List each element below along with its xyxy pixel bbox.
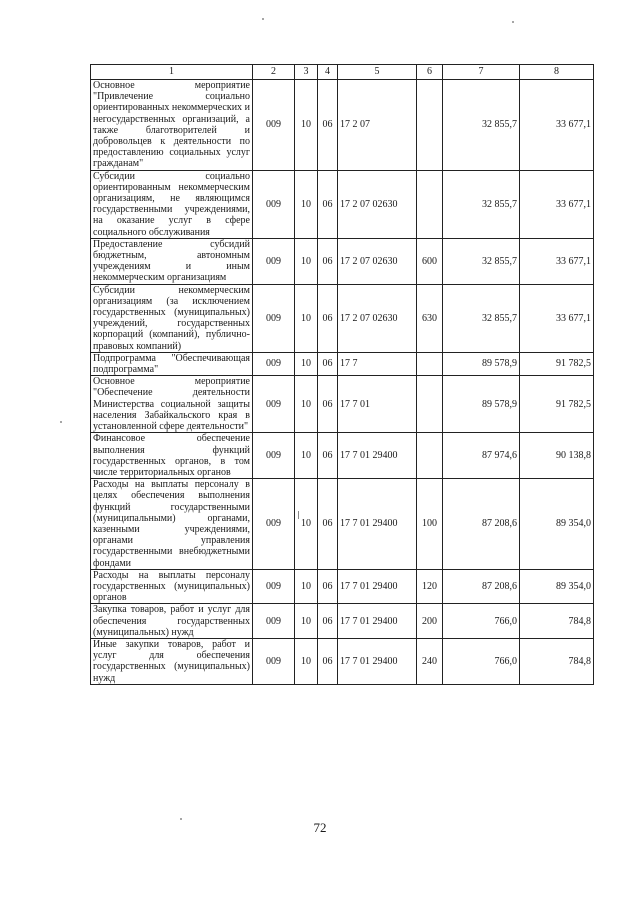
section-cell: 10 — [295, 284, 318, 352]
column-header: 1 — [91, 65, 253, 80]
expense-type-cell — [417, 433, 443, 479]
subsection-cell: 06 — [318, 638, 338, 684]
table-row — [91, 238, 594, 284]
expense-name-cell: Финансовое обеспечение выполнения функций государственных органов, в том числе территориальных органов — [91, 433, 253, 479]
amount-year1-cell: 32 855,7 — [443, 284, 520, 352]
target-article-cell: 17 2 07 02630 — [338, 170, 417, 238]
subsection-cell: 06 — [318, 433, 338, 479]
table-row — [91, 80, 594, 171]
target-article-cell: 17 7 01 29400 — [338, 479, 417, 570]
amount-year1-cell: 87 208,6 — [443, 479, 520, 570]
ministry-code-cell: 009 — [253, 604, 295, 639]
target-article-cell: 17 7 01 29400 — [338, 569, 417, 604]
expense-name-cell: Субсидии социально ориентированным некоммерческим организациям, не являющимся государственными учреждениями, на оказание услуг в сфере социального обслуживания — [91, 170, 253, 238]
budget-table — [90, 64, 594, 685]
amount-year2-cell: 33 677,1 — [520, 238, 594, 284]
ministry-code-cell: 009 — [253, 376, 295, 433]
target-article-cell: 17 2 07 — [338, 80, 417, 171]
expense-type-cell — [417, 352, 443, 375]
expense-type-cell: 100 — [417, 479, 443, 570]
scan-speck — [60, 421, 62, 423]
target-article-cell: 17 7 01 29400 — [338, 604, 417, 639]
subsection-cell: 06 — [318, 352, 338, 375]
expense-name-cell: Закупка товаров, работ и услуг для обеспечения государственных (муниципальных) нужд — [91, 604, 253, 639]
table-row — [91, 604, 594, 639]
column-header: 7 — [443, 65, 520, 80]
target-article-cell: 17 7 01 29400 — [338, 638, 417, 684]
scan-speck — [262, 18, 264, 20]
amount-year1-cell: 32 855,7 — [443, 238, 520, 284]
table-row — [91, 352, 594, 375]
target-article-cell: 17 7 01 — [338, 376, 417, 433]
ministry-code-cell: 009 — [253, 80, 295, 171]
ministry-code-cell: 009 — [253, 352, 295, 375]
subsection-cell: 06 — [318, 479, 338, 570]
expense-type-cell: 600 — [417, 238, 443, 284]
amount-year2-cell: 33 677,1 — [520, 284, 594, 352]
expense-name-cell: Основное мероприятие "Привлечение социально ориентированных некоммерческих и негосударственных организаций, а также благотворителей и добровольцев к деятельности по предоставлению социальных услуг гражданам" — [91, 80, 253, 171]
expense-type-cell — [417, 80, 443, 171]
amount-year2-cell: 33 677,1 — [520, 80, 594, 171]
amount-year1-cell: 89 578,9 — [443, 352, 520, 375]
section-cell: 10 — [295, 170, 318, 238]
column-header: 6 — [417, 65, 443, 80]
section-cell: 10 — [295, 433, 318, 479]
target-article-cell: 17 2 07 02630 — [338, 238, 417, 284]
ministry-code-cell: 009 — [253, 170, 295, 238]
target-article-cell: 17 2 07 02630 — [338, 284, 417, 352]
table-row — [91, 638, 594, 684]
expense-name-cell: Расходы на выплаты персоналу государственных (муниципальных) органов — [91, 569, 253, 604]
table-row — [91, 479, 594, 570]
amount-year2-cell: 784,8 — [520, 604, 594, 639]
section-cell: 10 — [295, 604, 318, 639]
section-cell: 10 — [295, 569, 318, 604]
expense-name-cell: Расходы на выплаты персоналу в целях обеспечения выполнения функций государственными (муниципальными) органами, казенными учреждениями, органами управления государственными внебюджетными фондами — [91, 479, 253, 570]
column-header: 2 — [253, 65, 295, 80]
amount-year2-cell: 89 354,0 — [520, 569, 594, 604]
expense-type-cell: 200 — [417, 604, 443, 639]
amount-year2-cell: 33 677,1 — [520, 170, 594, 238]
table-row — [91, 569, 594, 604]
subsection-cell: 06 — [318, 238, 338, 284]
column-header: 3 — [295, 65, 318, 80]
target-article-cell: 17 7 01 29400 — [338, 433, 417, 479]
subsection-cell: 06 — [318, 284, 338, 352]
table-header-row — [91, 65, 594, 80]
page-number: 72 — [313, 820, 327, 835]
subsection-cell: 06 — [318, 569, 338, 604]
section-cell: 10 — [295, 80, 318, 171]
target-article-cell: 17 7 — [338, 352, 417, 375]
amount-year2-cell: 89 354,0 — [520, 479, 594, 570]
ministry-code-cell: 009 — [253, 238, 295, 284]
amount-year1-cell: 766,0 — [443, 638, 520, 684]
amount-year1-cell: 87 974,6 — [443, 433, 520, 479]
table-row — [91, 376, 594, 433]
ministry-code-cell: 009 — [253, 569, 295, 604]
column-header: 8 — [520, 65, 594, 80]
section-cell: 10 — [295, 238, 318, 284]
table-row — [91, 433, 594, 479]
expense-name-cell: Основное мероприятие "Обеспечение деятельности Министерства социальной защиты населения Забайкальского края в установленной сфере деятельности" — [91, 376, 253, 433]
column-header: 4 — [318, 65, 338, 80]
section-cell: 10 — [295, 479, 318, 570]
amount-year2-cell: 91 782,5 — [520, 352, 594, 375]
ministry-code-cell: 009 — [253, 433, 295, 479]
expense-type-cell — [417, 376, 443, 433]
amount-year1-cell: 89 578,9 — [443, 376, 520, 433]
ministry-code-cell: 009 — [253, 284, 295, 352]
table-row — [91, 284, 594, 352]
amount-year1-cell: 32 855,7 — [443, 80, 520, 171]
section-cell: 10 — [295, 376, 318, 433]
table-row — [91, 170, 594, 238]
amount-year1-cell: 766,0 — [443, 604, 520, 639]
subsection-cell: 06 — [318, 80, 338, 171]
amount-year2-cell: 91 782,5 — [520, 376, 594, 433]
expense-name-cell: Подпрограмма "Обеспечивающая подпрограмма" — [91, 352, 253, 375]
expense-name-cell: Субсидии некоммерческим организациям (за исключением государственных (муниципальных) учреждений, государственных корпораций (компаний), публично-правовых компаний) — [91, 284, 253, 352]
expense-type-cell: 120 — [417, 569, 443, 604]
ministry-code-cell: 009 — [253, 479, 295, 570]
expense-type-cell — [417, 170, 443, 238]
ministry-code-cell: 009 — [253, 638, 295, 684]
amount-year2-cell: 784,8 — [520, 638, 594, 684]
amount-year1-cell: 32 855,7 — [443, 170, 520, 238]
expense-name-cell: Предоставление субсидий бюджетным, автономным учреждениям и иным некоммерческим организациям — [91, 238, 253, 284]
subsection-cell: 06 — [318, 170, 338, 238]
scan-speck — [512, 21, 514, 23]
column-header: 5 — [338, 65, 417, 80]
amount-year2-cell: 90 138,8 — [520, 433, 594, 479]
expense-type-cell: 630 — [417, 284, 443, 352]
section-cell: 10 — [295, 352, 318, 375]
section-cell: 10 — [295, 638, 318, 684]
expense-name-cell: Иные закупки товаров, работ и услуг для обеспечения государственных (муниципальных) нужд — [91, 638, 253, 684]
expense-type-cell: 240 — [417, 638, 443, 684]
subsection-cell: 06 — [318, 604, 338, 639]
subsection-cell: 06 — [318, 376, 338, 433]
amount-year1-cell: 87 208,6 — [443, 569, 520, 604]
